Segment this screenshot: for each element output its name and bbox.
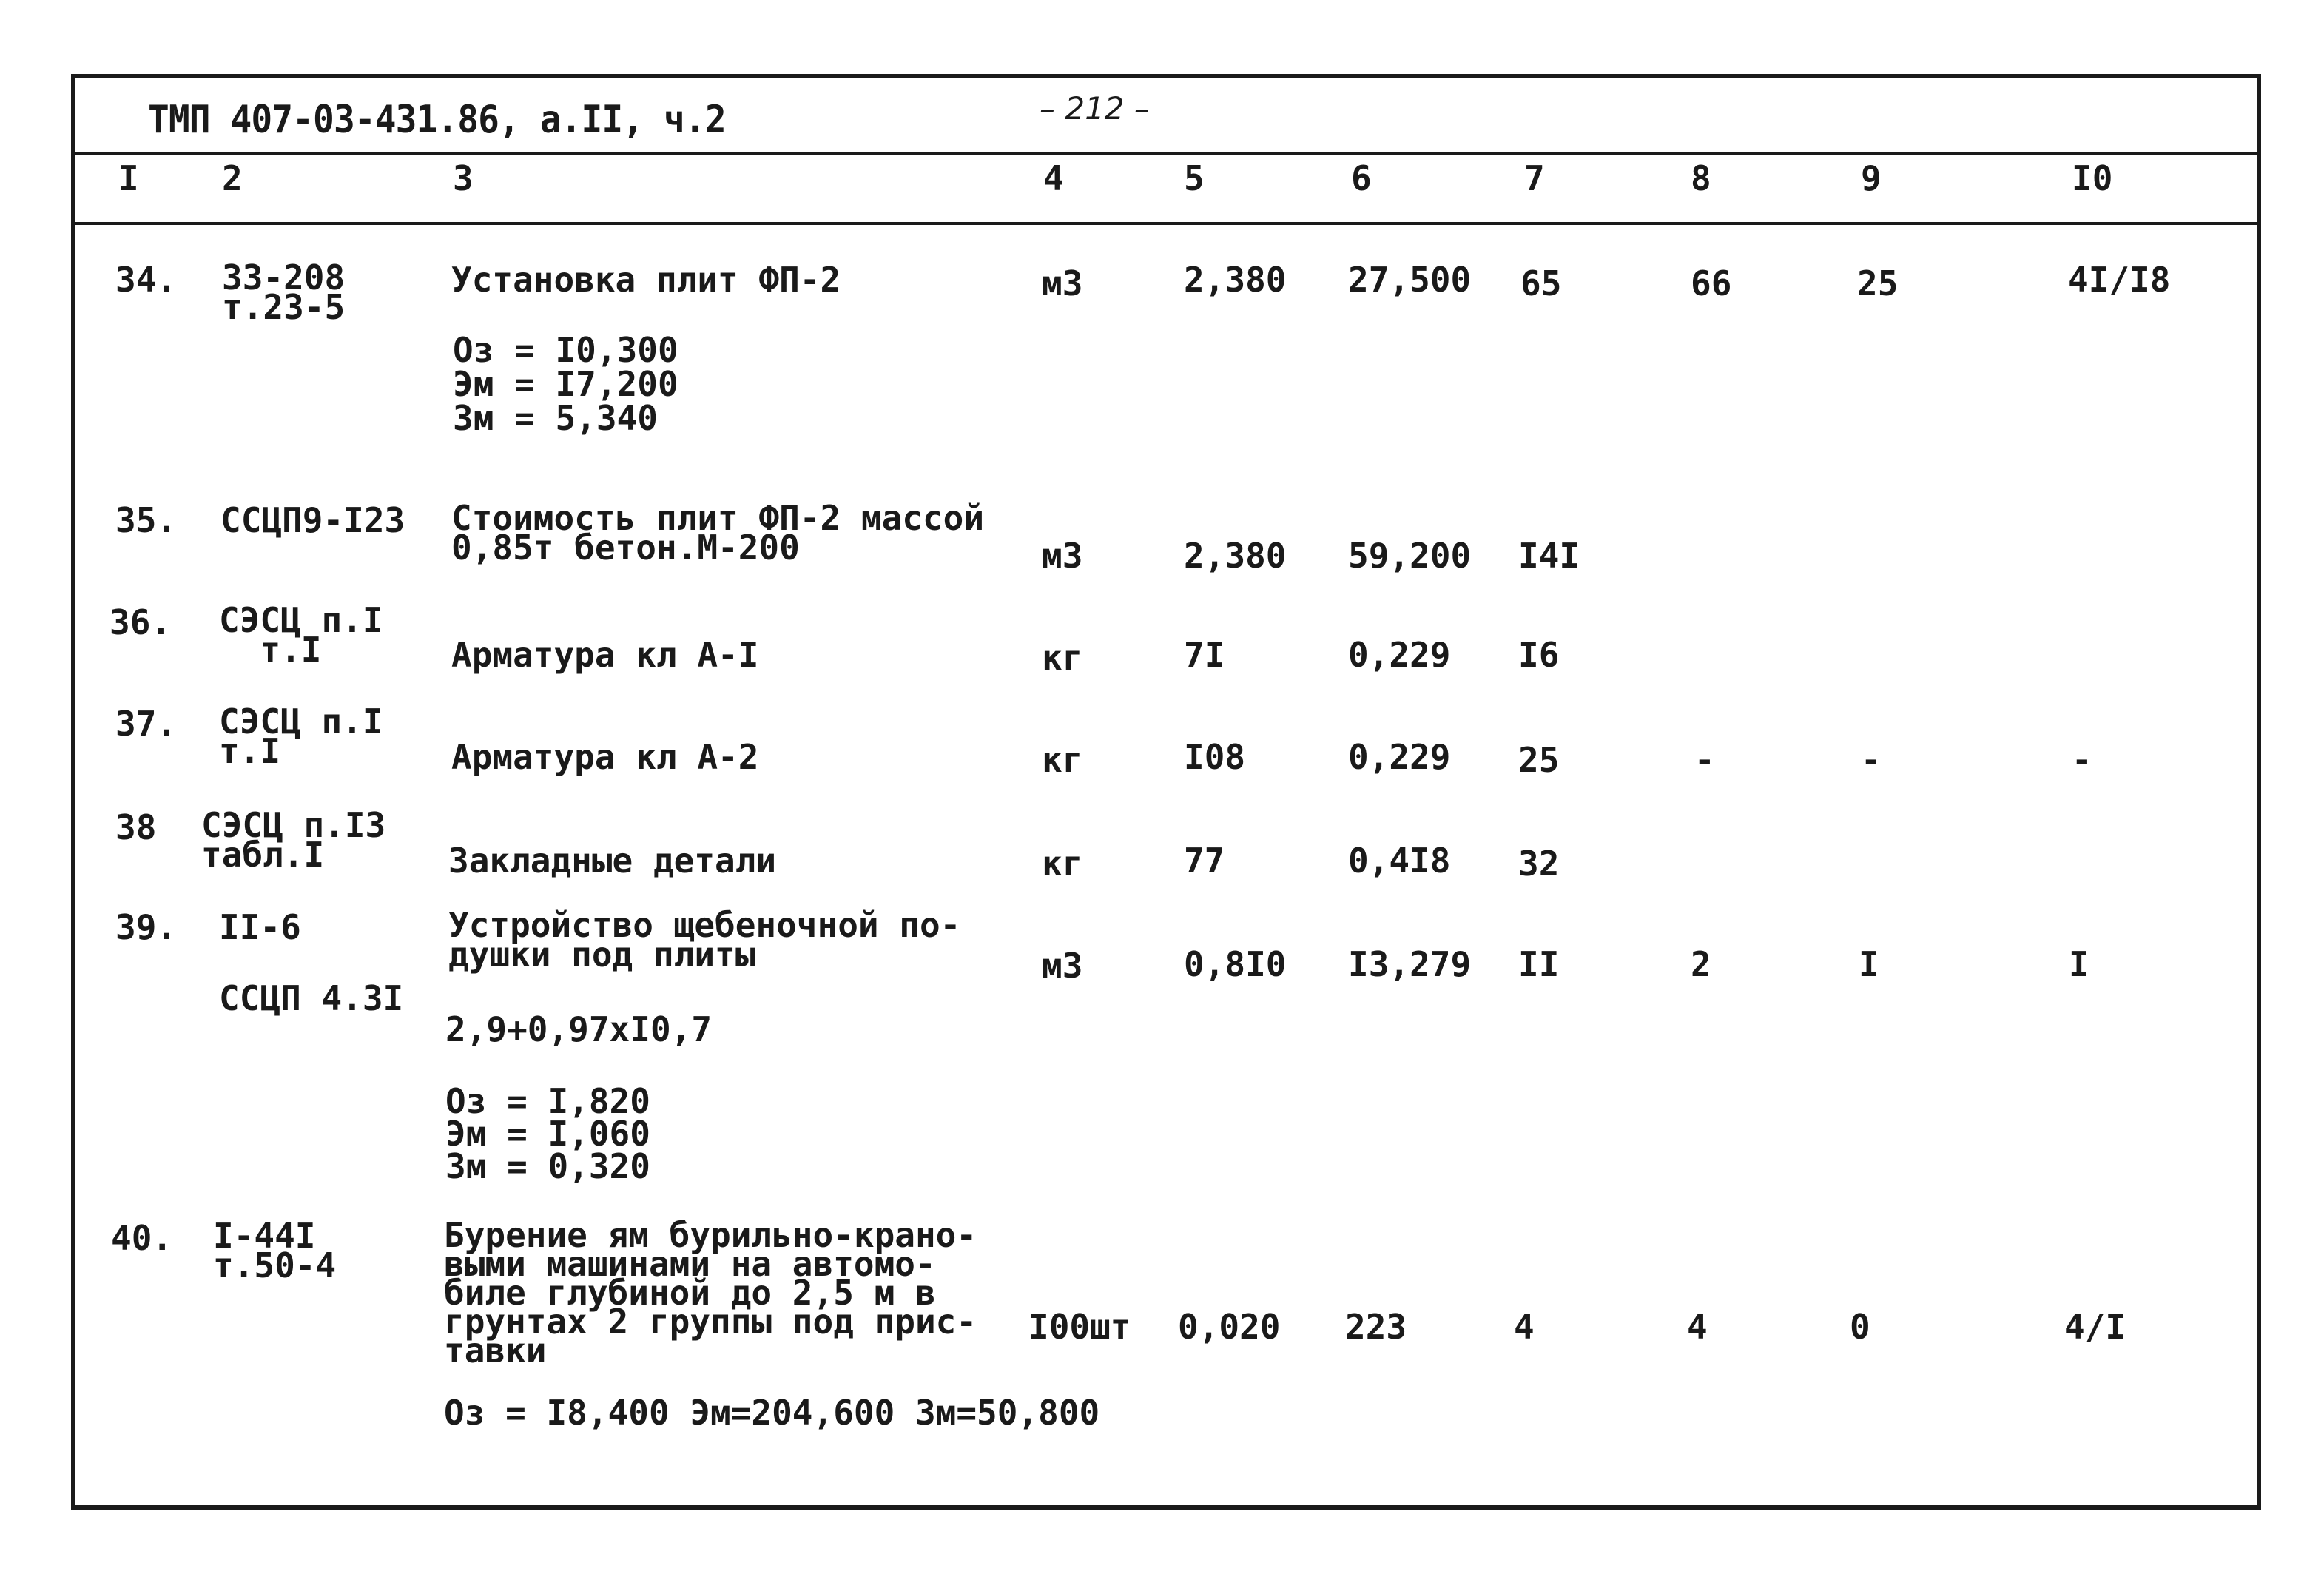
column-header: 4	[1043, 158, 1064, 198]
column-header: I	[118, 158, 139, 198]
row-description: Арматура кл А-2	[451, 737, 759, 777]
column-header: I0	[2072, 158, 2113, 198]
row-code: СЭСЦ п.I3 табл.I	[201, 805, 386, 875]
row-description: Стоимость плит ФП-2 массой 0,85т бетон.М-200	[451, 498, 985, 568]
row-col9: 25	[1857, 263, 1899, 303]
row-col9: I	[1859, 944, 1879, 984]
row-number: 35.	[115, 500, 178, 540]
row-code: I-44I т.50-4	[213, 1216, 337, 1285]
row-col8: 4	[1687, 1307, 1708, 1347]
row-code: II-6	[219, 907, 301, 947]
column-header: 8	[1691, 158, 1711, 198]
row-total: I4I	[1518, 536, 1580, 576]
row-col9: -	[1861, 740, 1882, 780]
row-quantity: 0,8I0	[1184, 944, 1287, 984]
header-divider	[71, 152, 2261, 155]
row-description: Бурение ям бурильно-крано- выми машинами на автомо- биле глубиной до 2,5 м в грунтах 2 группы под прис- тавки	[444, 1215, 977, 1370]
row-total: 65	[1520, 263, 1562, 303]
row-unit: м3	[1042, 536, 1083, 576]
column-header: 6	[1351, 158, 1372, 198]
row-col9: 0	[1850, 1307, 1870, 1347]
row-unit: м3	[1042, 263, 1083, 303]
table-frame	[71, 74, 2261, 1510]
page-number: – 212 –	[1040, 90, 1150, 127]
row-code: 33-208 т.23-5	[222, 258, 346, 327]
row-total: 4	[1514, 1307, 1535, 1347]
row-code: СЭСЦ п.I т.I	[219, 600, 383, 670]
row-price: 59,200	[1348, 536, 1472, 576]
row-total: 32	[1518, 844, 1560, 884]
row-quantity: 77	[1184, 841, 1225, 881]
row-number: 37.	[115, 704, 178, 744]
row-unit: кг	[1042, 740, 1083, 780]
row-price: 0,229	[1348, 635, 1451, 675]
row-price: 27,500	[1348, 260, 1472, 300]
row-col8: 66	[1691, 263, 1732, 303]
row-code-secondary: ССЦП 4.3I	[219, 978, 404, 1018]
row-col10: 4/I	[2064, 1307, 2126, 1347]
row-notes: Оз = I8,400 Эм=204,600 Зм=50,800	[444, 1393, 1100, 1433]
row-col10: 4I/I8	[2068, 260, 2171, 300]
row-code: СЭСЦ п.I т.I	[219, 702, 383, 771]
row-description: Арматура кл А-I	[451, 635, 759, 675]
row-quantity: 0,020	[1178, 1307, 1281, 1347]
row-number: 36.	[110, 602, 172, 642]
row-unit: I00шт	[1028, 1307, 1131, 1347]
row-description: Закладные детали	[448, 841, 777, 881]
column-header-divider	[71, 222, 2261, 225]
column-header: 7	[1524, 158, 1545, 198]
document-reference: ТМП 407-03-431.86, а.II, ч.2	[148, 98, 726, 142]
row-total: 25	[1518, 740, 1560, 780]
row-unit: кг	[1042, 844, 1083, 884]
row-notes: Оз = I,820 Эм = I,060 Зм = 0,320	[445, 1081, 650, 1186]
row-description: Устройство щебеночной по- душки под плиты	[448, 905, 961, 975]
row-quantity: 2,380	[1184, 260, 1287, 300]
column-header: 3	[453, 158, 474, 198]
row-formula: 2,9+0,97xI0,7	[445, 1009, 713, 1049]
row-col8: -	[1694, 740, 1715, 780]
row-number: 40.	[111, 1218, 173, 1258]
row-description: Установка плит ФП-2	[451, 260, 841, 300]
row-col10: -	[2072, 740, 2092, 780]
row-number: 38	[115, 807, 157, 847]
column-header: 5	[1184, 158, 1205, 198]
column-header: 2	[222, 158, 243, 198]
row-col10: I	[2069, 944, 2089, 984]
row-price: 0,229	[1348, 737, 1451, 777]
row-number: 34.	[115, 260, 178, 300]
row-notes: Оз = I0,300 Эм = I7,200 Зм = 5,340	[453, 330, 678, 438]
row-price: I3,279	[1348, 944, 1472, 984]
row-col8: 2	[1691, 944, 1711, 984]
row-price: 223	[1345, 1307, 1407, 1347]
row-price: 0,4I8	[1348, 841, 1451, 881]
row-quantity: I08	[1184, 737, 1246, 777]
column-header: 9	[1861, 158, 1882, 198]
row-unit: м3	[1042, 946, 1083, 986]
row-quantity: 2,380	[1184, 536, 1287, 576]
row-unit: кг	[1042, 638, 1083, 678]
row-number: 39.	[115, 907, 178, 947]
row-code: ССЦП9-I23	[220, 500, 405, 540]
row-total: I6	[1518, 635, 1560, 675]
row-total: II	[1518, 944, 1560, 984]
row-quantity: 7I	[1184, 635, 1225, 675]
